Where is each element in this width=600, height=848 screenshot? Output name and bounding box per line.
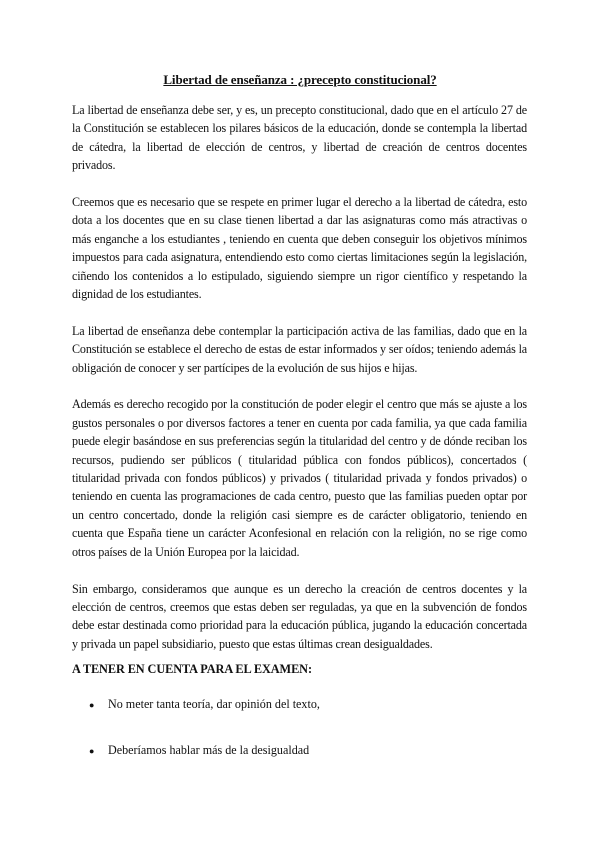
bullet-item-2 (89, 743, 309, 758)
paragraph-1: La libertad de enseñanza debe ser, y es, un precepto constitucional, dado que en el artículo 27 de la Constitución se establecen los pilares básicos de la educación, donde se contempla la libertad de cátedra, la libertad de elección de centros, y libertad de creación de centros docentes privados. (72, 103, 527, 173)
bullet-icon: ● (89, 746, 95, 756)
paragraph-3: La libertad de enseñanza debe contemplar la participación activa de las familias, dado que en la Constitución se establece el derecho de estas de estar informados y ser oídos; teniendo además la obligación de conocer y ser partícipes de la evolución de sus hijos e hijas. (72, 323, 527, 375)
paragraph-4: Además es derecho recogido por la constitución de poder elegir el centro que más se ajuste a los gustos personales o por diversos factores a tener en cuenta por cada familia, ya que cada familia puede elegir basándose en sus preferencias según la titularidad del centro y de dónde reciban los recursos, pudiendo ser públicos ( titularidad pública con fondos públicos), concertados ( titularidad privada con fondos públicos) y privados ( titularidad privada y fondos privados) o teniendo en cuenta las programaciones de cada centro, puesto que las familias pueden optar por un centro concertado, donde la religión casi siempre es de carácter obligatorio, teniendo en cuenta que España tiene un carácter Aconfesional en relación con la religión, no se rige como otros países de la Unión Europea por la laicidad. (72, 397, 527, 559)
bullet-text-2: Deberíamos hablar más de la desigualdad (108, 743, 310, 757)
bullet-text-1: No meter tanta teoría, dar opinión del texto, (108, 697, 320, 711)
document-title: Libertad de enseñanza : ¿precepto constitucional? (163, 72, 437, 87)
exam-heading: A TENER EN CUENTA PARA EL EXAMEN: (72, 662, 312, 676)
paragraph-5: Sin embargo, consideramos que aunque es un derecho la creación de centros docentes y la elección de centros, creemos que estas deben ser reguladas, ya que en la subvención de fondos debe estar destinada como prioridad para la educación pública, jugando la educación concertada y privada un papel subsidiario, puesto que estas últimas crean desigualdades. (72, 581, 527, 651)
bullet-item-1 (89, 697, 320, 712)
document-body (72, 101, 527, 672)
paragraph-2: Creemos que es necesario que se respete en primer lugar el derecho a la libertad de cátedra, esto dota a los docentes que en su clase tienen libertad a dar las asignaturas como más atractivas o más enganche a los estudiantes , teniendo en cuenta que deben conseguir los objetivos mínimos impuestos para cada asignatura, entendiendo esto como ciertas limitaciones según la legislación, ciñendo los contenidos a lo estipulado, siguiendo siempre un rigor científico y respetando la dignidad de los estudiantes. (72, 195, 527, 302)
bullet-icon: ● (89, 700, 95, 710)
